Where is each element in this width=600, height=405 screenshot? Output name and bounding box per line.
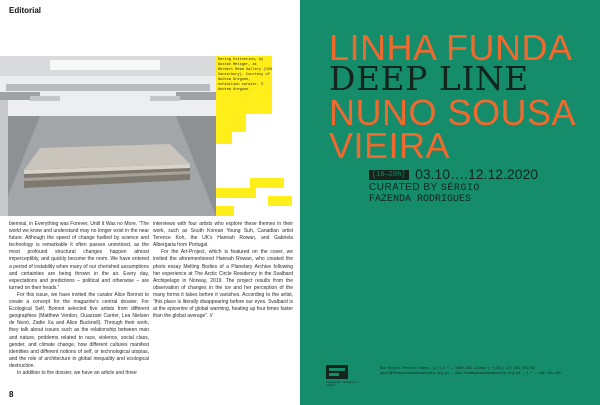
- paragraph: In addition to the dossier, we have an article and three: [17, 369, 137, 376]
- gallery-installation-image: [0, 56, 216, 216]
- title-line-2: DEEP LINE: [329, 59, 529, 98]
- highlight-block: [216, 188, 256, 198]
- highlight-block: [250, 178, 284, 188]
- photo-caption: Daring Extinction, by Gustav Metzger, at Herbert Read Gallery (UCA Canterbury). Courtesy of Andrea Gregson, exhibition curator. © Andrea Gregson.: [218, 58, 272, 92]
- curated-label: CURATED BY: [369, 182, 438, 193]
- article-column-2: [153, 221, 293, 320]
- right-page-advertisement: [300, 0, 600, 405]
- date-range: 03.10….12.12.2020: [415, 166, 539, 182]
- venue-footer: [380, 367, 585, 377]
- paragraph: For this issue, we have invited the curator Alice Bonnot to create a concept for the magazine’s central dossier. For Ecological Self, Bonnot selected five artists from different geographies (Matthew Verdon, Ouazzani Carrier, Lea Nielsen de Nonó, Zadie Xa and Alice Bucknell). Through their work, they talk about issues such as the relationship between man and nature, problems related to race, violence, social class, gender, and climate change, how different cultures manifest identities and different notions of self, or technological utopias, and the role of architecture in global inequality and ecological destruction.: [9, 291, 149, 369]
- paragraph: biennial, in Everything was Forever, Until it Was no More. “The world we know and understand may no longer exist in the near future. Although the speed of change fuelled by science and technology is remarkable it often passes unnoticed, as the most profound structural changes happen almost imperceptibly, and quickly become the norm. We have entered a period of instability when many of our cherished assumptions and certainties are being thrown in the air. Every day, expectations and predictions – political and otherwise – are turned on their heads.”: [9, 221, 149, 291]
- foundation-logo-icon: [326, 365, 348, 379]
- highlight-block: [216, 206, 234, 216]
- section-label: Editorial: [9, 6, 42, 15]
- footer-line: Rua Soeiro Pereira Gomes, Lt 1–6 º – 1600-196 Lisboa | +(351) 217 803 003/04: [380, 367, 535, 371]
- footer-line: geral@fundacaocarmonaecosta.org.pt – www.fundacaocarmonaecosta.org.pt – 4.ª – sáb 15h–20h: [380, 372, 562, 376]
- curator-last-name: FAZENDA RODRIGUES: [369, 194, 472, 205]
- gallery-photo: [0, 56, 216, 216]
- highlight-block: [216, 114, 246, 132]
- highlight-block: [216, 132, 232, 144]
- title-line-3: NUNO SOUSA: [329, 92, 577, 133]
- curated-by: [369, 182, 480, 194]
- title-line-4: VIEIRA: [329, 125, 451, 166]
- page-number: 8: [9, 390, 14, 399]
- highlight-block: [268, 196, 292, 206]
- hours-badge: [16—20h]: [369, 170, 409, 180]
- paragraph: interviews with four artists who explore these themes in their work, such as South Korean Young Suh, Canadian artist Terence Koh, the UK’s Hannah Rowan, and Gabriela Albergaria from Portugal.: [153, 221, 293, 249]
- paragraph: For the Art-Project, which is featured on the cover, we invited the aforementioned Hannah Rowan, who created the photo essay Melting Bodies of a Planetary Archive following her experience at The Arctic Circle Residency in the Svalbard Archipelago in Norway, 2019. The project results from the observation of changes in the ice and her perception of the many forms it takes before it vanishes. According to the artist, “this place is literally disappearing before our eyes. Svalbard is at the epicentre of global warming, heating up four times faster than the global average”. //: [153, 249, 293, 320]
- curator-first-name: SÉRGIO: [440, 183, 480, 194]
- logo-text: fundação carmona e costa: [326, 381, 359, 387]
- title-line-1: LINHA FUNDA: [329, 27, 573, 68]
- article-column-1: [9, 221, 149, 377]
